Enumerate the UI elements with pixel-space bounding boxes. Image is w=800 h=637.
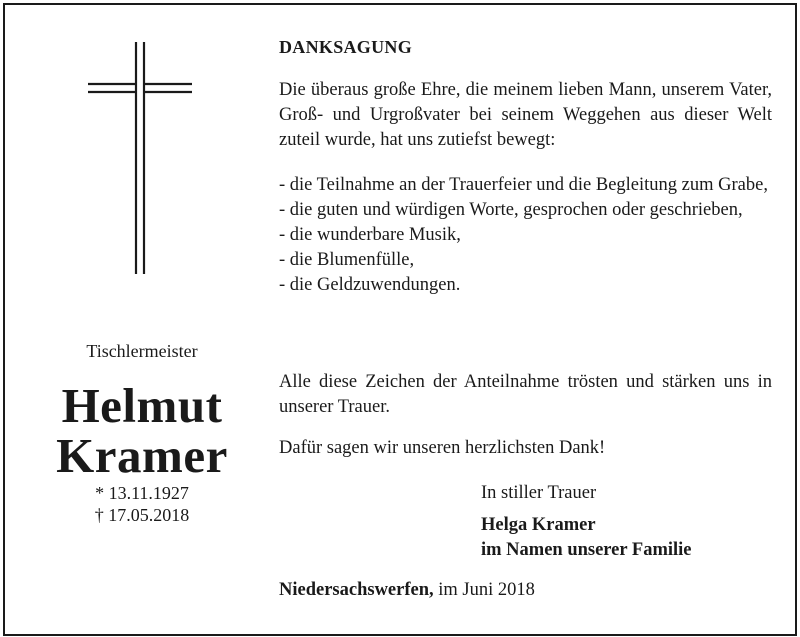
life-dates [40,482,244,526]
list-item: - die guten und würdigen Worte, gesprochen oder geschrieben, [279,200,743,220]
signers [481,513,692,563]
signer-name: Helga Kramer [481,515,596,535]
place-date-line [279,578,535,603]
birth-date: * 13.11.1927 [95,483,189,503]
notice-date: im Juni 2018 [433,580,535,600]
list-item: - die wunderbare Musik, [279,225,461,245]
deceased-last-name: Kramer [56,428,228,483]
list-item: - die Geldzuwendungen. [279,275,461,295]
place-name: Niedersachswerfen, [279,580,434,600]
in-grief-line: In stiller Trauer [481,483,597,503]
intro-paragraph: Die überaus große Ehre, die meinem lieben Mann, unserem Vater, Groß- und Urgroßvater bei seinem Weggehen aus dieser Welt zuteil wurde, hat uns zutiefst bewegt: [279,80,772,150]
cross-icon [88,42,192,274]
list-item: - die Blumenfülle, [279,250,415,270]
closing-paragraph: Alle diese Zeichen der Anteilnahme trösten und stärken uns in unserer Trauer. [279,372,772,417]
gratitude-line: Dafür sagen wir unseren herzlichsten Dank! [279,438,606,458]
notice-heading: DANKSAGUNG [279,37,413,57]
signer-family: im Namen unserer Familie [481,540,692,560]
deceased-title: Tischlermeister [86,341,198,361]
deceased-first-name: Helmut [61,378,223,433]
thanks-list [279,173,772,298]
death-date: † 17.05.2018 [94,505,190,525]
list-item: - die Teilnahme an der Trauerfeier und die Begleitung zum Grabe, [279,175,768,195]
